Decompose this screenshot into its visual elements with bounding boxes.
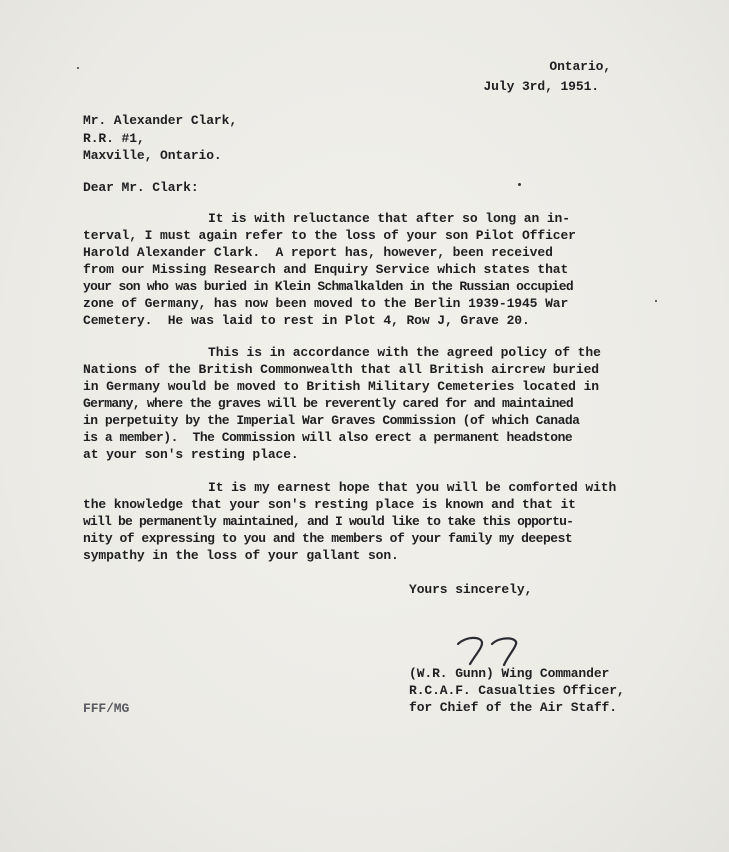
- body-line: in Germany would be moved to British Military Cemeteries located in: [83, 379, 599, 394]
- recipient-line: R.R. #1,: [83, 131, 145, 146]
- body-line: It is my earnest hope that you will be comforted with: [208, 480, 617, 495]
- body-line: zone of Germany, has now been moved to the Berlin 1939-1945 War: [83, 296, 569, 311]
- letter-place: Ontario,: [549, 59, 611, 74]
- body-line: is a member). The Commission will also erect a permanent headstone: [83, 430, 573, 445]
- body-line: in perpetuity by the Imperial War Graves Commission (of which Canada: [83, 413, 580, 428]
- closing: Yours sincerely,: [409, 582, 533, 597]
- body-line: from our Missing Research and Enquiry Service which states that: [83, 262, 569, 277]
- body-line: will be permanently maintained, and I would like to take this opportu-: [83, 514, 574, 529]
- letter-date: July 3rd, 1951.: [483, 79, 599, 94]
- signature-line: for Chief of the Air Staff.: [409, 700, 617, 715]
- signature-line: R.C.A.F. Casualties Officer,: [409, 683, 625, 698]
- recipient-line: Maxville, Ontario.: [83, 148, 222, 163]
- body-line: This is in accordance with the agreed policy of the: [208, 345, 601, 360]
- paper-speck: [518, 183, 521, 186]
- body-line: terval, I must again refer to the loss of your son Pilot Officer: [83, 228, 576, 243]
- body-line: the knowledge that your son's resting place is known and that it: [83, 497, 576, 512]
- body-line: Nations of the British Commonwealth that all British aircrew buried: [83, 362, 599, 377]
- reference-initials: FFF/MG: [83, 701, 130, 716]
- signature-mark: [452, 634, 542, 668]
- body-line: It is with reluctance that after so long an in-: [208, 211, 570, 226]
- paper-speck: [655, 300, 657, 302]
- body-line: Harold Alexander Clark. A report has, however, been received: [83, 245, 553, 260]
- salutation: Dear Mr. Clark:: [83, 180, 199, 195]
- paper-speck: [77, 67, 79, 69]
- body-line: your son who was buried in Klein Schmalkalden in the Russian occupied: [83, 279, 573, 294]
- signature-line: (W.R. Gunn) Wing Commander: [409, 666, 610, 681]
- recipient-line: Mr. Alexander Clark,: [83, 113, 238, 128]
- body-line: Germany, where the graves will be reverently cared for and maintained: [83, 396, 573, 411]
- body-line: at your son's resting place.: [83, 447, 299, 462]
- body-line: nity of expressing to you and the members of your family my deepest: [83, 531, 573, 546]
- body-line: sympathy in the loss of your gallant son.: [83, 548, 399, 563]
- body-line: Cemetery. He was laid to rest in Plot 4, Row J, Grave 20.: [83, 313, 530, 328]
